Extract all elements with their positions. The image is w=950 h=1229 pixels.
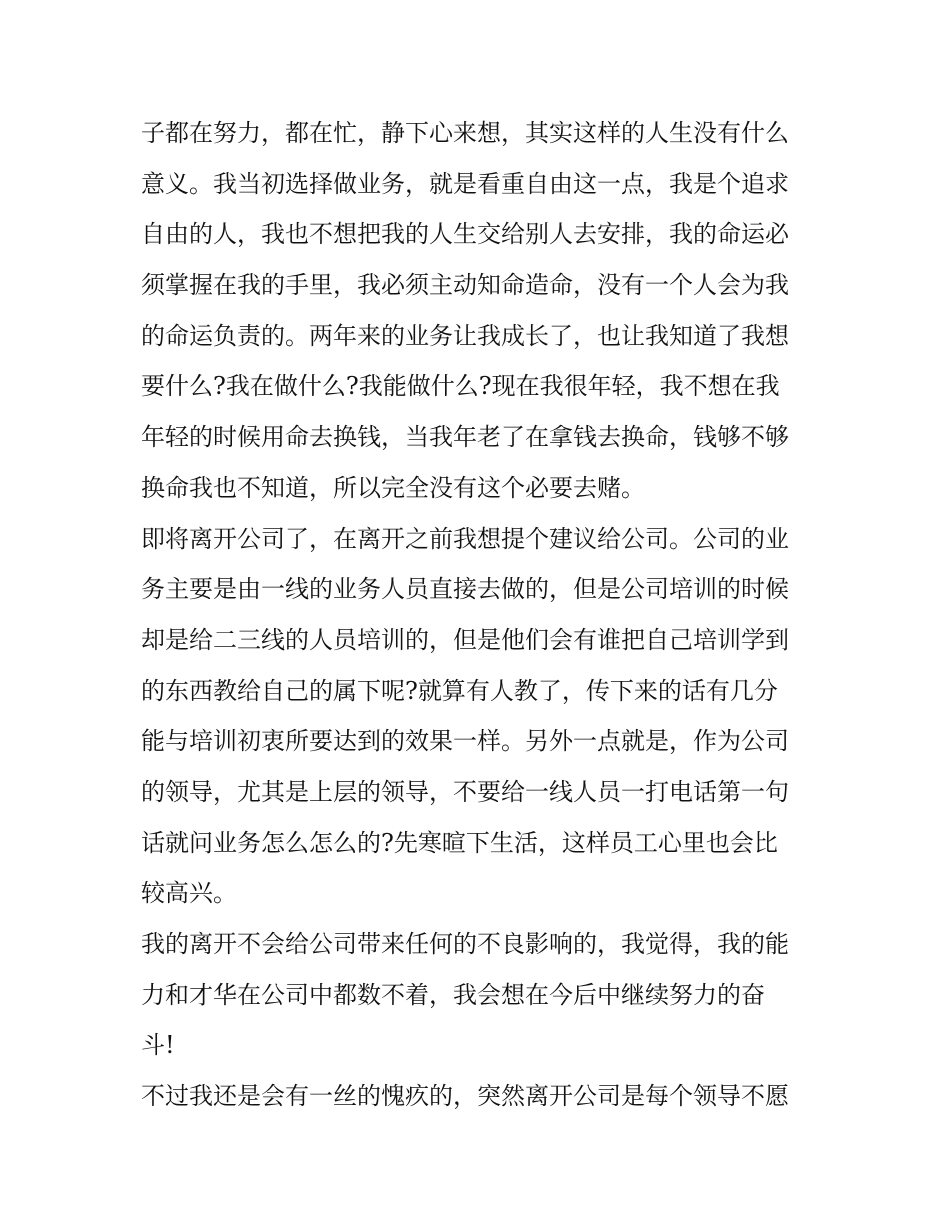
document-body [141, 108, 813, 1122]
text-line: 年轻的时候用命去换钱，当我年老了在拿钱去换命，钱够不够 [141, 423, 789, 452]
text-line: 换命我也不知道，所以完全没有这个必要去赌。 [141, 473, 645, 502]
text-line: 的领导，尤其是上层的领导，不要给一线人员一打电话第一句 [141, 777, 789, 806]
text-line: 力和才华在公司中都数不着，我会想在今后中继续努力的奋 [141, 980, 765, 1009]
text-line: 须掌握在我的手里，我必须主动知命造命，没有一个人会为我 [141, 271, 789, 300]
text-line: 自由的人，我也不想把我的人生交给别人去安排，我的命运必 [141, 220, 789, 249]
text-line: 斗! [141, 1031, 175, 1060]
text-line: 能与培训初衷所要达到的效果一样。另外一点就是，作为公司 [141, 727, 789, 756]
text-line: 不过我还是会有一丝的愧疚的，突然离开公司是每个领导不愿 [141, 1082, 789, 1111]
text-line: 子都在努力，都在忙，静下心来想，其实这样的人生没有什么 [141, 119, 789, 147]
text-line: 较高兴。 [141, 879, 237, 908]
text-line: 话就问业务怎么怎么的?先寒暄下生活，这样员工心里也会比 [141, 828, 778, 857]
text-line: 要什么?我在做什么?我能做什么?现在我很年轻，我不想在我 [141, 372, 780, 401]
text-line: 即将离开公司了，在离开之前我想提个建议给公司。公司的业 [141, 524, 789, 553]
text-line: 却是给二三线的人员培训的，但是他们会有谁把自己培训学到 [141, 625, 789, 654]
text-line: 意义。我当初选择做业务，就是看重自由这一点，我是个追求 [141, 169, 789, 198]
text-line: 务主要是由一线的业务人员直接去做的，但是公司培训的时候 [141, 575, 789, 604]
text-line: 我的离开不会给公司带来任何的不良影响的，我觉得，我的能 [141, 930, 789, 958]
text-line: 的东西教给自己的属下呢?就算有人教了，传下来的话有几分 [141, 676, 778, 705]
text-line: 的命运负责的。两年来的业务让我成长了，也让我知道了我想 [141, 321, 789, 350]
